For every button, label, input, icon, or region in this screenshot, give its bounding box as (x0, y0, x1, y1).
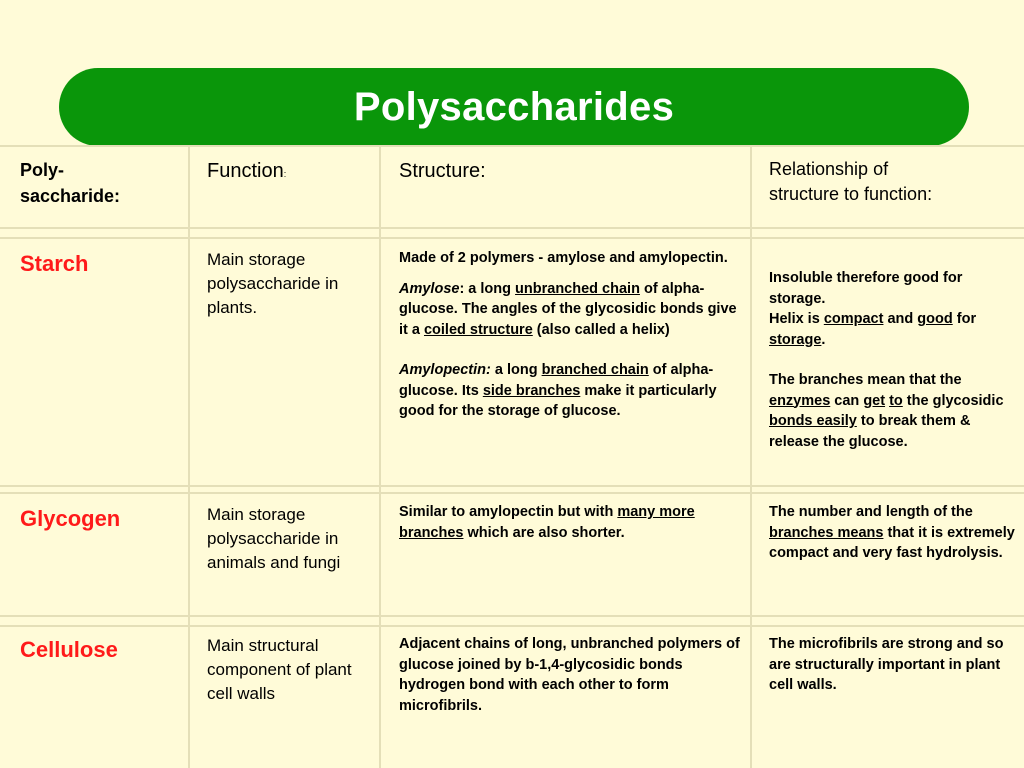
header-relationship-line2: structure to function: (769, 184, 933, 204)
row-structure-glycogen: Similar to amylopectin but with many more branches which are also shorter. (399, 504, 695, 541)
grid-line (379, 146, 381, 768)
grid-line (0, 615, 1024, 617)
row-structure-cellulose: Adjacent chains of long, unbranched polymers of glucose joined by b-1,4-glycosidic bonds hydrogen bond with each other to form microfibrils. (399, 636, 740, 714)
header-relationship-line1: Relationship of (769, 159, 889, 179)
row-relationship-glycogen: The number and length of the branches means that it is extremely compact and very fast hydrolysis. (769, 504, 1015, 561)
grid-line (0, 237, 1024, 239)
row-name-starch: Starch (20, 251, 89, 276)
header-relationship (769, 157, 1019, 207)
row-function-starch: Main storage polysaccharide in plants. (207, 250, 339, 317)
header-function-colon: : (283, 169, 287, 179)
header-polysaccharide-line2: saccharide: (20, 186, 121, 206)
starch-structure-amylopectin: Amylopectin: a long branched chain of alpha-glucose. Its side branches make it particularly good for the storage of glucose. (399, 362, 717, 419)
grid-line (0, 625, 1024, 627)
page-title: Polysaccharides (353, 84, 675, 129)
row-function-glycogen: Main storage polysaccharide in animals and fungi (207, 505, 341, 572)
header-polysaccharide (20, 157, 180, 209)
row-name-cellulose: Cellulose (20, 637, 118, 662)
row-relationship-starch (769, 268, 1019, 452)
grid-line (0, 145, 1024, 147)
grid-line (0, 485, 1024, 487)
amylopectin-label: Amylopectin: (399, 362, 491, 378)
header-function-label: Function (207, 160, 284, 182)
grid-line (0, 227, 1024, 229)
starch-relationship-p3: The branches mean that the enzymes can get to the glycosidic bonds easily to break them & release the glucose. (769, 372, 1004, 450)
starch-relationship-p1: Insoluble therefore good for storage. (769, 270, 963, 307)
row-relationship-cellulose: The microfibrils are strong and so are structurally important in plant cell walls. (769, 636, 1004, 693)
amylose-label: Amylose (399, 280, 460, 297)
header-structure: Structure: (399, 160, 486, 182)
starch-structure-amylose: Amylose: a long unbranched chain of alpha-glucose. The angles of the glycosidic bonds give it a coiled structure (also called a helix) (399, 280, 737, 338)
row-function-cellulose: Main structural component of plant cell walls (207, 636, 352, 703)
starch-structure-intro: Made of 2 polymers - amylose and amylopectin. (399, 250, 728, 266)
grid-line (188, 146, 190, 768)
row-structure-starch (399, 248, 744, 422)
header-polysaccharide-line1: Poly- (20, 160, 65, 180)
header-function (207, 158, 377, 187)
row-name-glycogen: Glycogen (20, 506, 121, 531)
grid-line (750, 146, 752, 768)
starch-relationship-p2: Helix is compact and good for storage. (769, 311, 977, 348)
grid-line (0, 492, 1024, 494)
